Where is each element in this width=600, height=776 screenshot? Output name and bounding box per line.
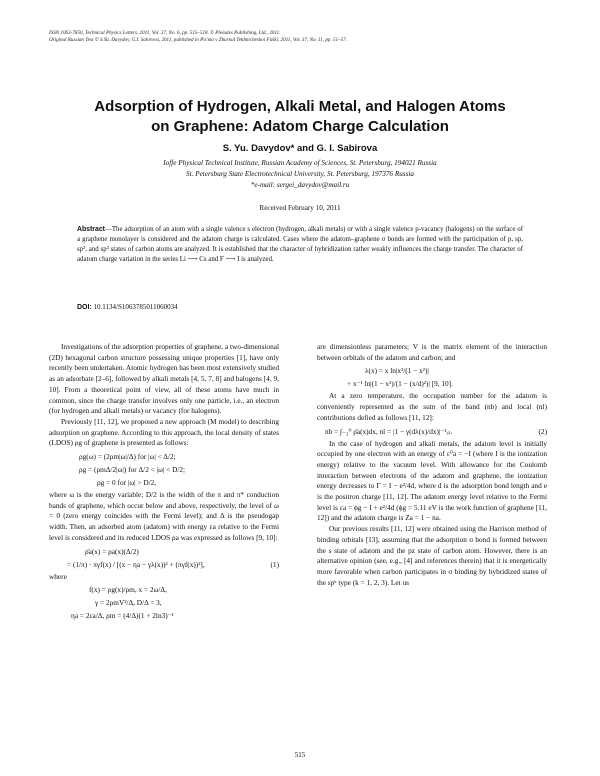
received-date: Received February 10, 2011 — [259, 204, 341, 212]
header-line-2: Original Russian Text © S.Yu. Davydov, G.I. Sabirova, 2011, published in Pis'ma v Zhurnal Tekhnicheskoi Fiziki, 2011, Vol. 37, No. 11, pp. 51–57. — [49, 37, 347, 43]
paragraph: At a zero temperature, the occupation number for the adatom is conveniently represented as the sum of the band (nb) and local (nl) contributions defied as follows [11, 12]: — [317, 391, 547, 422]
equation: λ(x) = x ln|x²/(1 − x²)| — [365, 366, 429, 376]
equation: f(x) = ρg(x)/ρm, x = 2ω/Δ, — [89, 585, 167, 595]
paragraph: Previously [11, 12], we proposed a new approach (M model) to describing adsorption on graphene. According to this approach, the local density of states (LDOS) ρg of graphene is presented as follows: — [49, 416, 279, 448]
equation: ρg(ω) = (2ρm|ω|/Δ) for |ω| < Δ/2; — [79, 452, 176, 462]
equation-body: = (1/π) · πγf(x) / [(x − ηa − γλ(x))² + (πγf(x))²], — [67, 559, 205, 569]
equation-number: (2) — [538, 426, 547, 436]
title-line-1: Adsorption of Hydrogen, Alkali Metal, and Halogen Atoms — [94, 98, 506, 115]
equation: ρg = (ρmΔ/2|ω|) for Δ/2 < |ω| < D/2; — [79, 465, 186, 475]
author-email[interactable]: *e-mail: sergei_davydov@mail.ru — [250, 181, 350, 189]
abstract-text: —The adsorption of an atom with a single valence s electron (hydrogen, alkali metals) or with a single valence p-vacancy (halogens) on the surface of a graphene monolayer is considered and the adatom charge is calculated. Cases where the adatom–graphene σ bonds are formed with the participation of p, sp, sp², and sp³ states of carbon atoms are analyzed. It is established that the character of hybridization rather weakly influences the charge transfer. The character of adatom charge variation in the series Li ⟶ Cs and F ⟶ I is analyzed. — [77, 226, 523, 263]
affiliations — [40, 158, 560, 191]
abstract — [77, 225, 523, 265]
equation-body: nb = ∫₋₃⁰ ρ̄a(x)dx, nl = |1 − γ(dλ(x)/dx)|⁻¹ₓₗ. — [325, 426, 453, 436]
equation: ηa = 2εa/Δ, ρm = (4/Δ)(1 + 2ln3)⁻¹ — [71, 611, 174, 621]
equation-2 — [317, 426, 547, 437]
equation: γ = 2ρmV²/Δ, D/Δ = 3, — [95, 598, 162, 608]
paragraph: Investigations of the adsorption properties of graphene, a two-dimensional (2D) hexagonal carbon structure possessing unique properties [1], have only recently been undertaken. Atomic hydrogen has been most extensively studied as an adsorbate [2–6], followed by alkali metals [4, 5, 7, 8] and halogens [4, 9, 10]. From a theoretical point of view, all of these atoms have much in common, since the charge transfer involves only one particle, i.e., an electron (for hydrogen and alkali metals) or vacancy (for halogens). — [49, 342, 279, 416]
equation: ρ̄a(x) = ρa(x)(Δ/2) — [85, 546, 139, 556]
doi-label: DOI: — [77, 304, 92, 311]
paragraph: are dimensionless parameters; V is the matrix element of the interaction between orbitals of the adatom and carbon; and — [317, 342, 547, 362]
title-line-2: on Graphene: Adatom Charge Calculation — [151, 118, 449, 135]
authors: S. Yu. Davydov* and G. I. Sabirova — [222, 143, 378, 154]
equation-1 — [49, 559, 279, 570]
right-column — [317, 342, 547, 588]
affiliation-1: Ioffe Physical Technical Institute, Russian Academy of Sciences, St. Petersburg, 194021 Russia — [163, 159, 437, 167]
equation: ρg = 0 for |ω| > D/2, — [97, 478, 157, 488]
paper-title — [40, 97, 560, 137]
doi-value[interactable]: 10.1134/S1063785011060034 — [93, 303, 178, 311]
journal-header — [49, 30, 549, 44]
page-number: 515 — [294, 751, 306, 759]
paragraph: In the case of hydrogen and alkali metals, the adatom level is initially occupied by one electron with an energy of ε⁰a = −I (where I is the ionization energy) relative to the vacuum level. With allowance for the Coulomb interaction between electrons of the adatom and graphene, the ionization energy decreases to Γ = I − e²/4d, where d is the adsorption bond length and e is the positron charge [11, 12]. The adatom energy level relative to the Fermi level is εa = ϕg − I + e²/4d (ϕg = 5.11 eV is the work function of graphene [11, 12]) and the adatom charge is Za = 1 − na. — [317, 438, 547, 523]
equation-number: (1) — [270, 559, 279, 569]
affiliation-2: St. Petersburg State Electrotechnical University, St. Petersburg, 197376 Russia — [186, 170, 414, 178]
paragraph: where ω is the energy variable; D/2 is the width of the π and π* conduction bands of graphene, which occur below and above, respectively, the level of ω = 0 (zero energy coincides with the Fermi level); and Δ is the pseudogap width. Then, an adsorbed atom (adatom) with energy εa relative to the Fermi level is considered and its reduced LDOS ρa was expressed as follows [9, 10]: — [49, 490, 279, 542]
paragraph: Our previous results [11, 12] were obtained using the Harrison method of binding orbitals [13], assuming that the adsorption σ bond is formed between the s state of adatom and the pz state of carbon atom. However, there is an alternative opinion (see, e.g., [4] and references therein) that it is energetically more favorable when carbon participates in σ binding by hybridized states of the spᵏ type (k = 1, 2, 3). Let us — [317, 524, 547, 587]
equation: + x⁻¹ ln|(1 − x²)/(1 − (x/d)²)| [9, 10]. — [347, 379, 453, 389]
doi — [77, 303, 178, 311]
abstract-label: Abstract — [77, 226, 105, 233]
paragraph: where — [49, 571, 67, 581]
left-column — [49, 342, 279, 623]
header-line-1: ISSN 1063-7850, Technical Physics Letters, 2011, Vol. 37, No. 6, pp. 515–518. © Pleiades Publishing, Ltd., 2011. — [49, 30, 281, 36]
